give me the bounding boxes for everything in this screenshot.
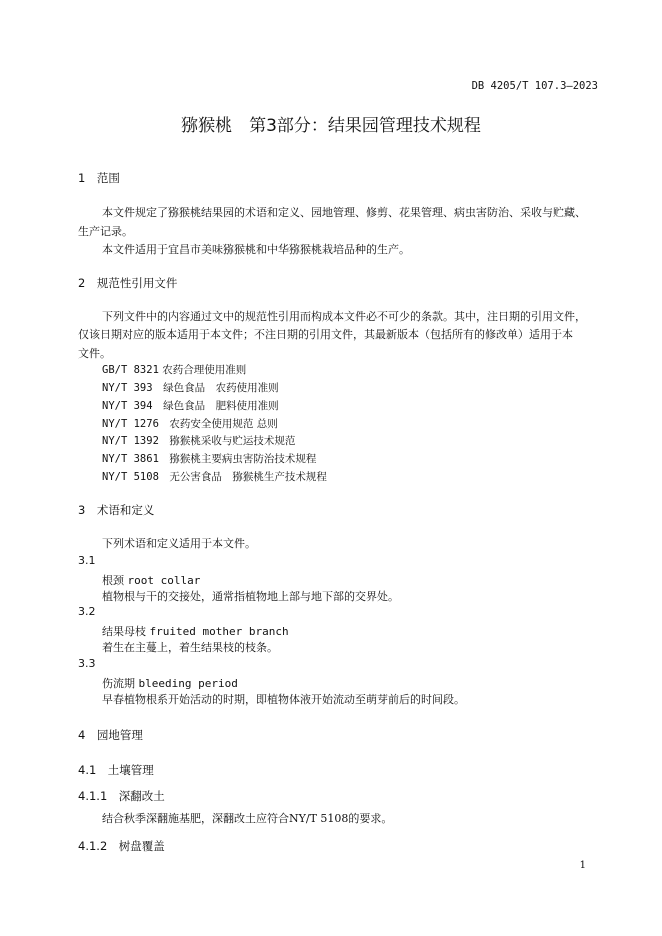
section-number: 3 (78, 503, 86, 517)
section-title: 术语和定义 (96, 503, 155, 517)
section-number: 1 (78, 171, 86, 185)
subsection-4-1-heading (78, 762, 154, 778)
reference-item: GB/T 8321 农药合理使用准则 (102, 364, 247, 376)
reference-item: NY/T 394 绿色食品 肥料使用准则 (102, 400, 279, 412)
page-title: 猕猴桃 第3部分：结果园管理技术规程 (181, 116, 481, 136)
section-2-heading (78, 275, 177, 291)
section-title: 园地管理 (96, 728, 143, 742)
paragraph: 文件。 (78, 347, 111, 360)
section-1-heading (78, 170, 120, 186)
section-4-heading (78, 727, 143, 743)
paragraph: 下列文件中的内容通过文中的规范性引用而构成本文件必不可少的条款。其中，注日期的引用文件， (102, 310, 586, 323)
section-number: 4.1 (78, 763, 97, 777)
term-number: 3.1 (78, 554, 96, 567)
page-number: 1 (579, 860, 586, 871)
section-title: 范围 (96, 171, 120, 185)
section-title: 深翻改土 (118, 789, 165, 803)
subsection-4-1-2-heading (78, 838, 165, 854)
reference-item: NY/T 3861 猕猴桃主要病虫害防治技术规程 (102, 453, 317, 465)
reference-item: NY/T 393 绿色食品 农药使用准则 (102, 382, 279, 394)
reference-item: NY/T 5108 无公害食品 猕猴桃生产技术规程 (102, 471, 327, 483)
paragraph: 生产记录。 (78, 225, 133, 238)
term-number: 3.3 (78, 657, 96, 670)
section-number: 4.1.2 (78, 839, 108, 853)
term-number: 3.2 (78, 605, 96, 618)
subsection-4-1-1-heading (78, 788, 165, 804)
section-3-heading (78, 502, 154, 518)
paragraph: 结合秋季深翻施基肥，深翻改土应符合NY/T 5108的要求。 (102, 812, 393, 825)
section-title: 树盘覆盖 (118, 839, 165, 853)
paragraph: 仅该日期对应的版本适用于本文件；不注日期的引用文件，其最新版本（包括所有的修改单）适用于本 (78, 328, 573, 341)
section-number: 4 (78, 728, 86, 742)
paragraph: 本文件规定了猕猴桃结果园的术语和定义、园地管理、修剪、花果管理、病虫害防治、采收与贮藏、 (102, 206, 586, 219)
paragraph: 下列术语和定义适用于本文件。 (102, 537, 256, 550)
term-name: 根颈 root collar (102, 574, 201, 587)
section-number: 4.1.1 (78, 789, 108, 803)
term-name: 伤流期 bleeding period (102, 677, 238, 690)
doc-id: DB 4205/T 107.3—2023 (471, 80, 598, 92)
paragraph: 本文件适用于宜昌市美味猕猴桃和中华猕猴桃栽培品种的生产。 (102, 243, 410, 256)
term-definition: 早春植物根系开始活动的时期，即植物体液开始流动至萌芽前后的时间段。 (102, 693, 465, 706)
section-title: 土壤管理 (107, 763, 154, 777)
reference-item: NY/T 1392 猕猴桃采收与贮运技术规范 (102, 435, 296, 447)
section-number: 2 (78, 276, 86, 290)
reference-item: NY/T 1276 农药安全使用规范 总则 (102, 418, 278, 430)
term-definition: 植物根与干的交接处，通常指植物地上部与地下部的交界处。 (102, 590, 399, 603)
term-name: 结果母枝 fruited mother branch (102, 625, 289, 638)
section-title: 规范性引用文件 (96, 276, 178, 290)
term-definition: 着生在主蔓上，着生结果枝的枝条。 (102, 641, 278, 654)
